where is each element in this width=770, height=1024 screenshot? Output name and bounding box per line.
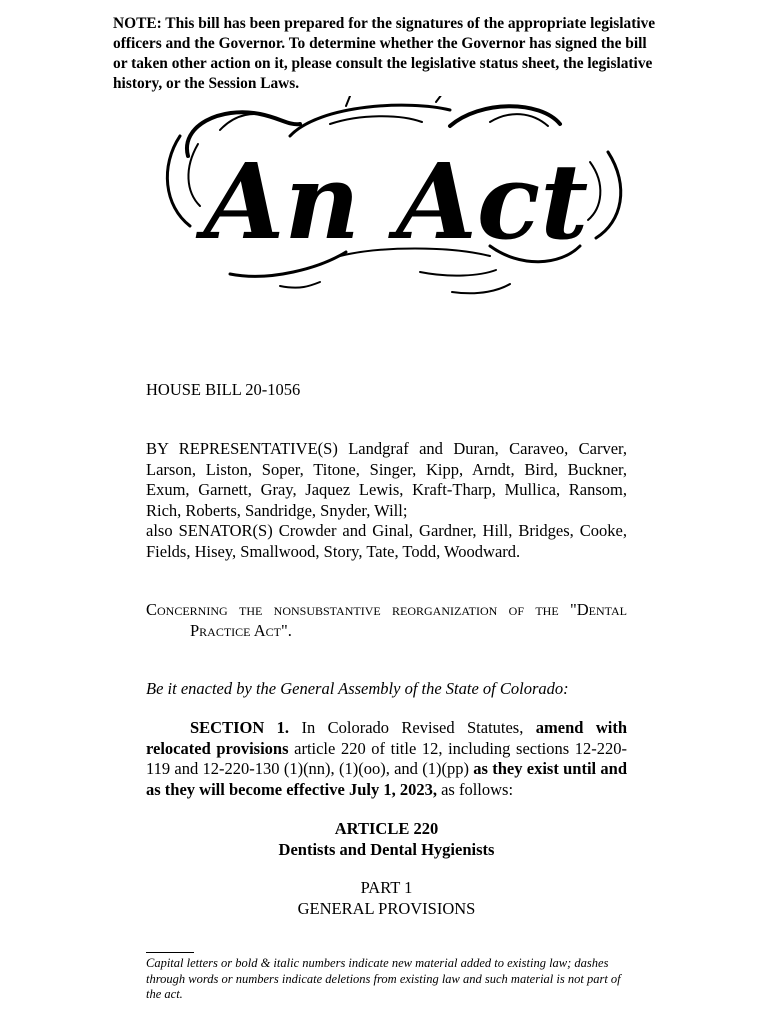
section-1 [146, 718, 627, 800]
section-1-bold-2: provisions [216, 738, 289, 758]
footnote: Capital letters or bold & italic numbers indicate new material added to existing law; dashes through words or numbers indicate deletions from existing law and such material is not part of the act. [146, 956, 621, 1001]
article-title: Dentists and Dental Hygienists [278, 839, 495, 859]
sponsors-block [146, 439, 627, 562]
section-1-text-4: as follows: [441, 779, 514, 799]
part-number: PART 1 [360, 878, 413, 897]
section-1-bold-3: as they exist until and as they [146, 759, 628, 799]
article-heading [146, 819, 627, 860]
senators-list: also SENATOR(S) Crowder and Ginal, Gardner, Hill, Bridges, Cooke, Fields, Hisey, Smallwood, Story, Tate, Todd, Woodward. [146, 521, 627, 561]
enacting-clause: Be it enacted by the General Assembly of the State of Colorado: [146, 679, 569, 698]
bill-title-line-1: Concerning the nonsubstantive reorganization of the "Dental [146, 600, 627, 619]
status-note: NOTE: This bill has been prepared for the signatures of the appropriate legislative officers and the Governor. To determine whether the Governor has signed the bill or taken other action on it, please consult the legislative status sheet, the legislative history, or the Session Laws. [113, 15, 656, 92]
part-title: GENERAL PROVISIONS [297, 898, 476, 918]
an-act-text: An Act [203, 140, 589, 263]
an-act-flourish [160, 96, 632, 298]
section-1-heading: SECTION 1. [190, 718, 290, 737]
section-1-text-1: In Colorado Revised Statutes, [301, 718, 524, 737]
part-heading [146, 878, 627, 919]
article-number: ARTICLE 220 [334, 819, 439, 838]
representatives-list: BY REPRESENTATIVE(S) Landgraf and Duran, Caraveo, Carver, Larson, Liston, Soper, Titone, Singer, Kipp, Arndt, Bird, Buckner, Exum, Garnett, Gray, Jaquez Lewis, Kraft-Tharp, Mullica, Ransom, Rich, Roberts, Sandridge, Snyder, Will; [146, 439, 627, 520]
bill-number: HOUSE BILL 20-1056 [146, 380, 301, 399]
footnote-divider [146, 952, 194, 953]
section-1-text-3: 12-220-130 (1)(nn), (1)(oo), and (1)(pp) [202, 759, 469, 778]
section-1-bold-4: will become effective July 1, 2023, [199, 779, 437, 799]
bill-title [146, 600, 627, 641]
an-act-logo [160, 96, 632, 298]
section-1-text-2: article 220 of title 12, including sections 12-220-119 and [146, 738, 628, 778]
section-1-bold-1: amend with relocated [146, 718, 628, 758]
bill-title-line-2: Practice Act". [190, 620, 292, 640]
